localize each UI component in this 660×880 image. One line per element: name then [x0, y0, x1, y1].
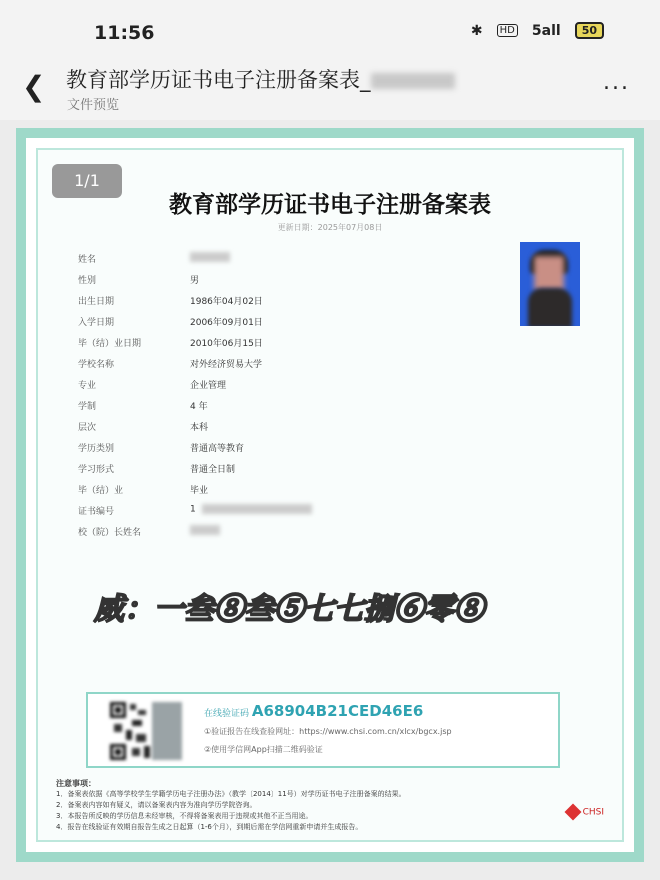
- document-preview[interactable]: [16, 128, 644, 862]
- field-value: 企业管理: [190, 381, 227, 391]
- field-value: 2006年09月01日: [190, 318, 263, 328]
- status-bar: [0, 0, 660, 56]
- field-value: 本科: [190, 423, 209, 433]
- note-item: 4．报告在线验证有效期自报告生成之日起算（1-6个月），到期后需在学信网重新申请并生成报告。: [56, 823, 363, 831]
- hd-badge: HD: [497, 24, 518, 37]
- verification-code-line: [204, 702, 423, 720]
- verification-box: [86, 692, 560, 768]
- field-value: [190, 504, 312, 515]
- verification-app-line: ②使用学信网App扫描二维码验证: [204, 745, 323, 754]
- note-item: 1．备案表依据《高等学校学生学籍学历电子注册办法》（教学〔2014〕11号）对学历证书电子注册备案的结果。: [56, 790, 406, 798]
- redacted-name: [371, 73, 455, 89]
- watermark-text: 威：一叁⑧叁⑤七七捌⑥零⑧: [94, 592, 484, 627]
- bluetooth-icon: ✱: [470, 22, 483, 39]
- field-value: 对外经济贸易大学: [190, 360, 263, 370]
- field-label: 校（院）长姓名: [78, 528, 142, 538]
- back-icon[interactable]: ❮: [22, 70, 46, 103]
- verification-label: 在线验证码: [204, 709, 250, 719]
- field-value: 普通全日制: [190, 465, 236, 475]
- status-icons: [471, 22, 604, 39]
- note-item: 2．备案表内容如有疑义，请以备案表内容为准向学历学院咨询。: [56, 801, 257, 809]
- field-label: 毕（结）业日期: [78, 339, 142, 349]
- field-value: 2010年06月15日: [190, 339, 263, 349]
- verification-code: A68904B21CED46E6: [251, 702, 424, 720]
- page-indicator: 1/1: [52, 164, 122, 198]
- field-value: 1986年04月02日: [190, 297, 263, 307]
- document-title: 教育部学历证书电子注册备案表: [169, 192, 491, 218]
- note-item: 3．本报告所反映的学历信息未经审核，不得将备案表用于违规或其他不正当用途。: [56, 812, 313, 820]
- signal-icon: 5all: [531, 22, 561, 39]
- chsi-logo: [567, 806, 604, 818]
- logo-mark-icon: [564, 804, 581, 821]
- status-time: 11:56: [94, 22, 155, 44]
- field-value: 毕业: [190, 486, 209, 496]
- notes-section: [56, 778, 596, 833]
- field-value: [190, 525, 220, 536]
- field-label: 学制: [78, 402, 97, 412]
- field-label: 学校名称: [78, 360, 115, 370]
- verification-url-line: ①验证报告在线查验网址：https://www.chsi.com.cn/xlcx/bgcx.jsp: [204, 727, 452, 736]
- field-label: 出生日期: [78, 297, 115, 307]
- title-bar: [0, 56, 660, 120]
- field-label: 毕（结）业: [78, 486, 124, 496]
- field-label: 性别: [78, 276, 97, 286]
- field-value: [190, 252, 230, 263]
- field-value: 普通高等教育: [190, 444, 245, 454]
- logo-text: CHSI: [582, 807, 604, 818]
- field-label: 层次: [78, 423, 97, 433]
- update-date: 更新日期：2025年07月08日: [277, 223, 383, 232]
- battery-icon: 50: [575, 22, 604, 39]
- student-photo: [520, 242, 580, 326]
- field-label: 姓名: [78, 255, 97, 265]
- field-value: 男: [190, 276, 200, 286]
- title-text: 教育部学历证书电子注册备案表_: [66, 68, 371, 92]
- notes-title: 注意事项：: [56, 779, 96, 788]
- field-label: 学习形式: [78, 465, 115, 475]
- field-label: 专业: [78, 381, 97, 391]
- field-label: 证书编号: [78, 507, 115, 517]
- more-icon[interactable]: ...: [603, 70, 630, 95]
- field-value: 4 年: [190, 402, 208, 412]
- page-subtitle: 文件预览: [67, 98, 120, 113]
- page-title: [66, 64, 455, 94]
- field-label: 入学日期: [78, 318, 115, 328]
- field-label: 学历类别: [78, 444, 115, 454]
- cert-number-prefix: 1: [190, 504, 196, 515]
- qr-code-icon: [108, 700, 184, 762]
- document-inner: [36, 148, 624, 842]
